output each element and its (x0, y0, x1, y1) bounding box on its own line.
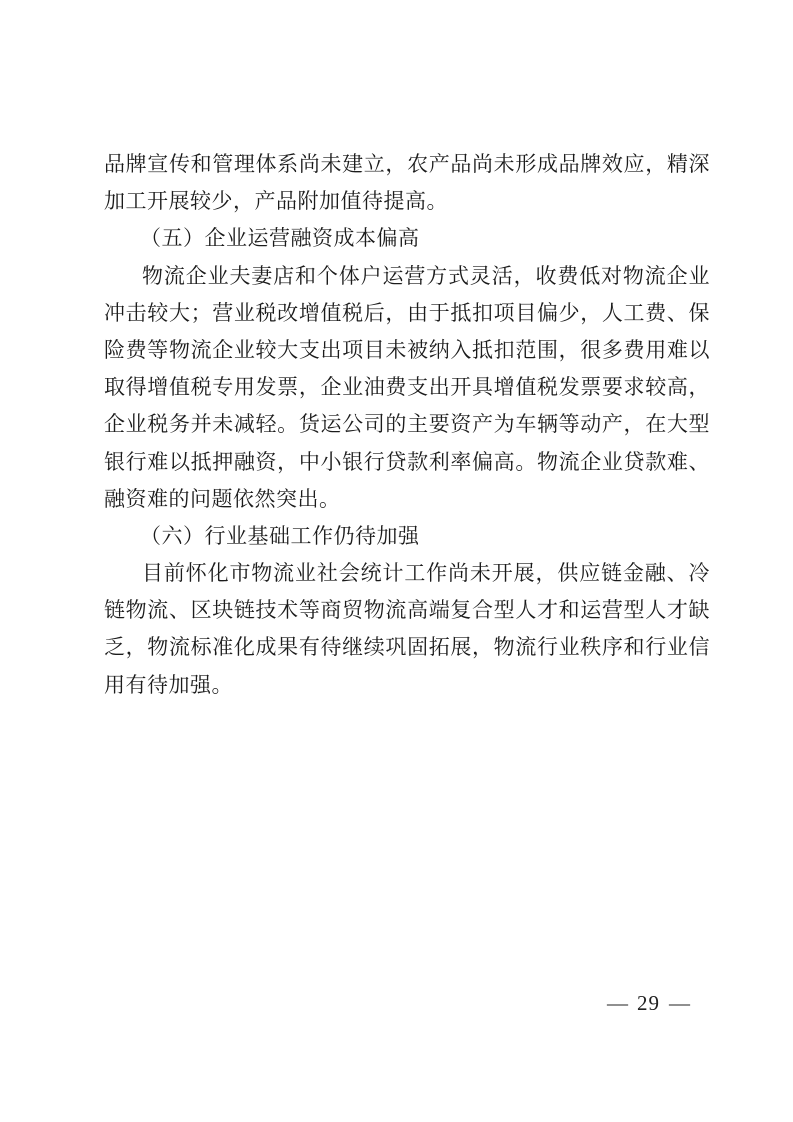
text-line: 取得增值税专用发票，企业油费支出开具增值税发票要求较高， (104, 375, 710, 400)
text-line: 险费等物流企业较大支出项目未被纳入抵扣范围，很多费用难以 (104, 337, 710, 362)
text-line: 用有待加强。 (104, 672, 233, 697)
text-line: 目前怀化市物流业社会统计工作尚未开展，供应链金融、冷 (142, 561, 710, 586)
text-line: 品牌宣传和管理体系尚未建立，农产品尚未形成品牌效应，精深 (104, 152, 710, 176)
text-line: 银行难以抵押融资，中小银行贷款利率偏高。物流企业贷款难、 (104, 449, 710, 474)
section-heading-5: （五）企业运营融资成本偏高 (140, 226, 420, 251)
text-line: 物流企业夫妻店和个体户运营方式灵活，收费低对物流企业 (142, 263, 710, 288)
text-line: 乏，物流标准化成果有待继续巩固拓展，物流行业秩序和行业信 (104, 635, 710, 660)
page-number-dash-right: — (669, 991, 690, 1015)
page-number-dash-left: — (607, 991, 628, 1015)
text-line: 加工开展较少，产品附加值待提高。 (104, 189, 448, 214)
text-line: 企业税务并未减轻。货运公司的主要资产为车辆等动产，在大型 (104, 412, 710, 437)
section-heading-6: （六）行业基础工作仍待加强 (140, 523, 420, 548)
page-number (598, 991, 699, 1016)
text-line: 融资难的问题依然突出。 (104, 486, 341, 511)
text-line: 链物流、区块链技术等商贸物流高端复合型人才和运营型人才缺 (104, 598, 710, 623)
text-line: 冲击较大；营业税改增值税后，由于抵扣项目偏少，人工费、保 (104, 300, 710, 325)
text-block (104, 146, 710, 704)
page-number-value: 29 (637, 991, 660, 1015)
